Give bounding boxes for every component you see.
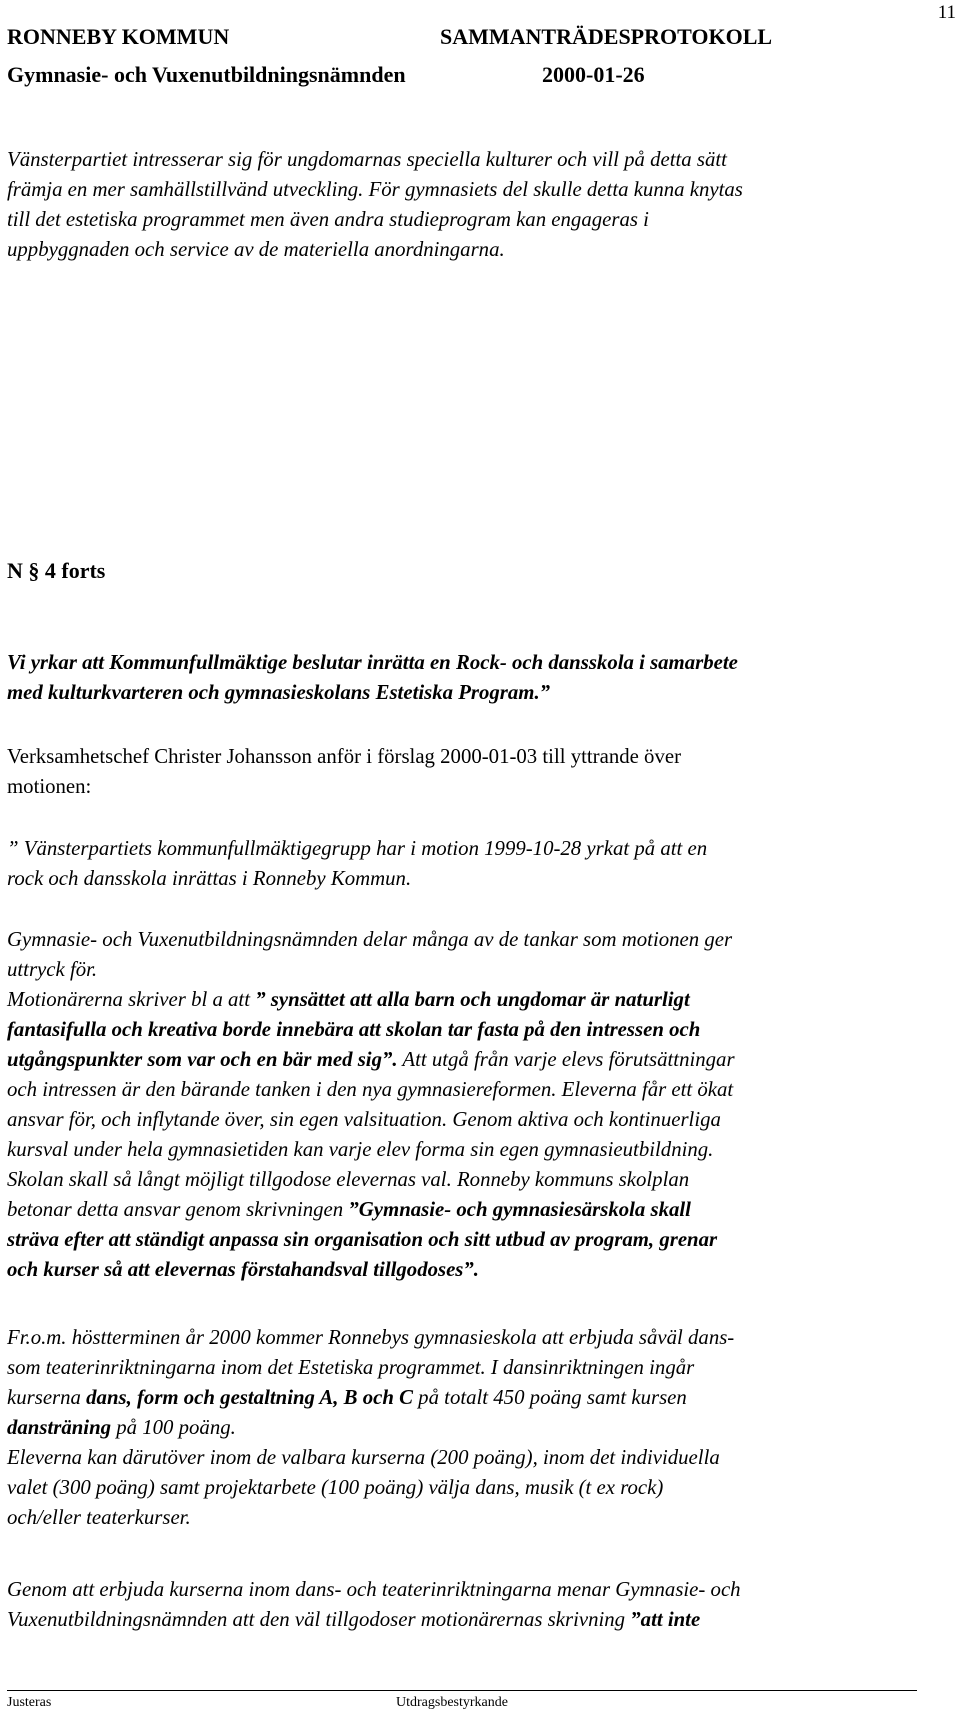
text-line	[7, 1195, 955, 1225]
text-line: främja en mer samhällstillvänd utveckling. För gymnasiets del skulle detta kunna knytas	[7, 178, 743, 201]
text-line	[7, 1413, 955, 1443]
emphasis-run: dans, form och gestaltning A, B och C	[86, 1386, 413, 1409]
emphasis-run: ” synsättet att alla barn och ungdomar är naturligt	[255, 988, 690, 1011]
board-name: Gymnasie- och Vuxenutbildningsnämnden	[7, 62, 406, 87]
text-line: sträva efter att ständigt anpassa sin organisation och sitt utbud av program, grenar	[7, 1228, 718, 1251]
text-line: uppbyggnaden och service av de materiella anordningarna.	[7, 238, 505, 261]
emphasis-run: dansträning	[7, 1416, 112, 1439]
conclusion-paragraph	[7, 1575, 955, 1635]
emphasis-run: utgångspunkter som var och en bär med sig”.	[7, 1048, 398, 1071]
text-run: på 100 poäng.	[111, 1416, 236, 1439]
text-run: kurserna	[7, 1386, 87, 1409]
meeting-date: 2000-01-26	[542, 62, 645, 87]
text-line	[7, 985, 955, 1015]
text-line: Verksamhetschef Christer Johansson anför i förslag 2000-01-03 till yttrande över	[7, 745, 681, 768]
text-line: Vänsterpartiet intresserar sig för ungdomarnas speciella kulturer och vill på detta sätt	[7, 148, 727, 171]
emphasis-run: ”Gymnasie- och gymnasiesärskola skall	[348, 1198, 691, 1221]
section-heading: N § 4 forts	[7, 558, 106, 583]
text-line: Genom att erbjuda kurserna inom dans- och teaterinriktningarna menar Gymnasie- och	[7, 1578, 741, 1601]
statement-paragraph	[7, 742, 955, 802]
text-line: Skolan skall så långt möjligt tillgodose elevernas val. Ronneby kommuns skolplan	[7, 1168, 690, 1191]
text-line: rock och dansskola inrättas i Ronneby Kommun.	[7, 867, 412, 890]
footer-divider	[7, 1690, 917, 1691]
footer-utdragsbestyrkande: Utdragsbestyrkande	[396, 1695, 508, 1710]
text-line: uttryck för.	[7, 958, 98, 981]
text-run: Motionärerna skriver bl a att	[7, 988, 256, 1011]
text-line	[7, 1605, 955, 1635]
text-run: betonar detta ansvar genom skrivningen	[7, 1198, 349, 1221]
text-line: Eleverna kan därutöver inom de valbara kurserna (200 poäng), inom det individuella	[7, 1446, 720, 1469]
text-line: och kurser så att elevernas förstahandsval tillgodoses”.	[7, 1258, 480, 1281]
intro-paragraph	[7, 145, 955, 265]
footer-justeras: Justeras	[7, 1695, 52, 1710]
text-run: på totalt 450 poäng samt kursen	[412, 1386, 687, 1409]
municipality-name: RONNEBY KOMMUN	[7, 24, 230, 49]
text-line: till det estetiska programmet men även andra studieprogram kan engageras i	[7, 208, 649, 231]
text-line: motionen:	[7, 775, 92, 798]
text-run: Vuxenutbildningsnämnden att den väl tillgodoser motionärernas skrivning	[7, 1608, 631, 1631]
text-line: valet (300 poäng) samt projektarbete (100 poäng) välja dans, musik (t ex rock)	[7, 1476, 664, 1499]
body-paragraph	[7, 925, 955, 1285]
proposal-paragraph	[7, 648, 955, 708]
emphasis-run: ”att inte	[630, 1608, 701, 1631]
text-line: och intressen är den bärande tanken i den nya gymnasiereformen. Eleverna får ett ökat	[7, 1078, 734, 1101]
text-line	[7, 1045, 955, 1075]
text-run: Att utgå från varje elevs förutsättningar	[397, 1048, 735, 1071]
text-line: Vi yrkar att Kommunfullmäktige beslutar inrätta en Rock- och dansskola i samarbete	[7, 651, 738, 674]
quote-paragraph	[7, 834, 955, 894]
text-line: fantasifulla och kreativa borde innebära att skolan tar fasta på den intressen och	[7, 1018, 701, 1041]
document-type: SAMMANTRÄDESPROTOKOLL	[440, 24, 773, 49]
text-line: som teaterinriktningarna inom det Estetiska programmet. I dansinriktningen ingår	[7, 1356, 695, 1379]
text-line: ” Vänsterpartiets kommunfullmäktigegrupp har i motion 1999-10-28 yrkat på att en	[7, 837, 708, 860]
text-line	[7, 1383, 955, 1413]
text-line: ansvar för, och inflytande över, sin egen valsituation. Genom aktiva och kontinuerliga	[7, 1108, 721, 1131]
text-line: Fr.o.m. höstterminen år 2000 kommer Ronnebys gymnasieskola att erbjuda såväl dans-	[7, 1326, 735, 1349]
page-number: 11	[937, 2, 956, 23]
text-line: kursval under hela gymnasietiden kan varje elev forma sin egen gymnasieutbildning.	[7, 1138, 714, 1161]
text-line: med kulturkvarteren och gymnasieskolans Estetiska Program.”	[7, 681, 551, 704]
courses-paragraph	[7, 1323, 955, 1533]
text-line: Gymnasie- och Vuxenutbildningsnämnden delar många av de tankar som motionen ger	[7, 928, 733, 951]
text-line: och/eller teaterkurser.	[7, 1506, 191, 1529]
